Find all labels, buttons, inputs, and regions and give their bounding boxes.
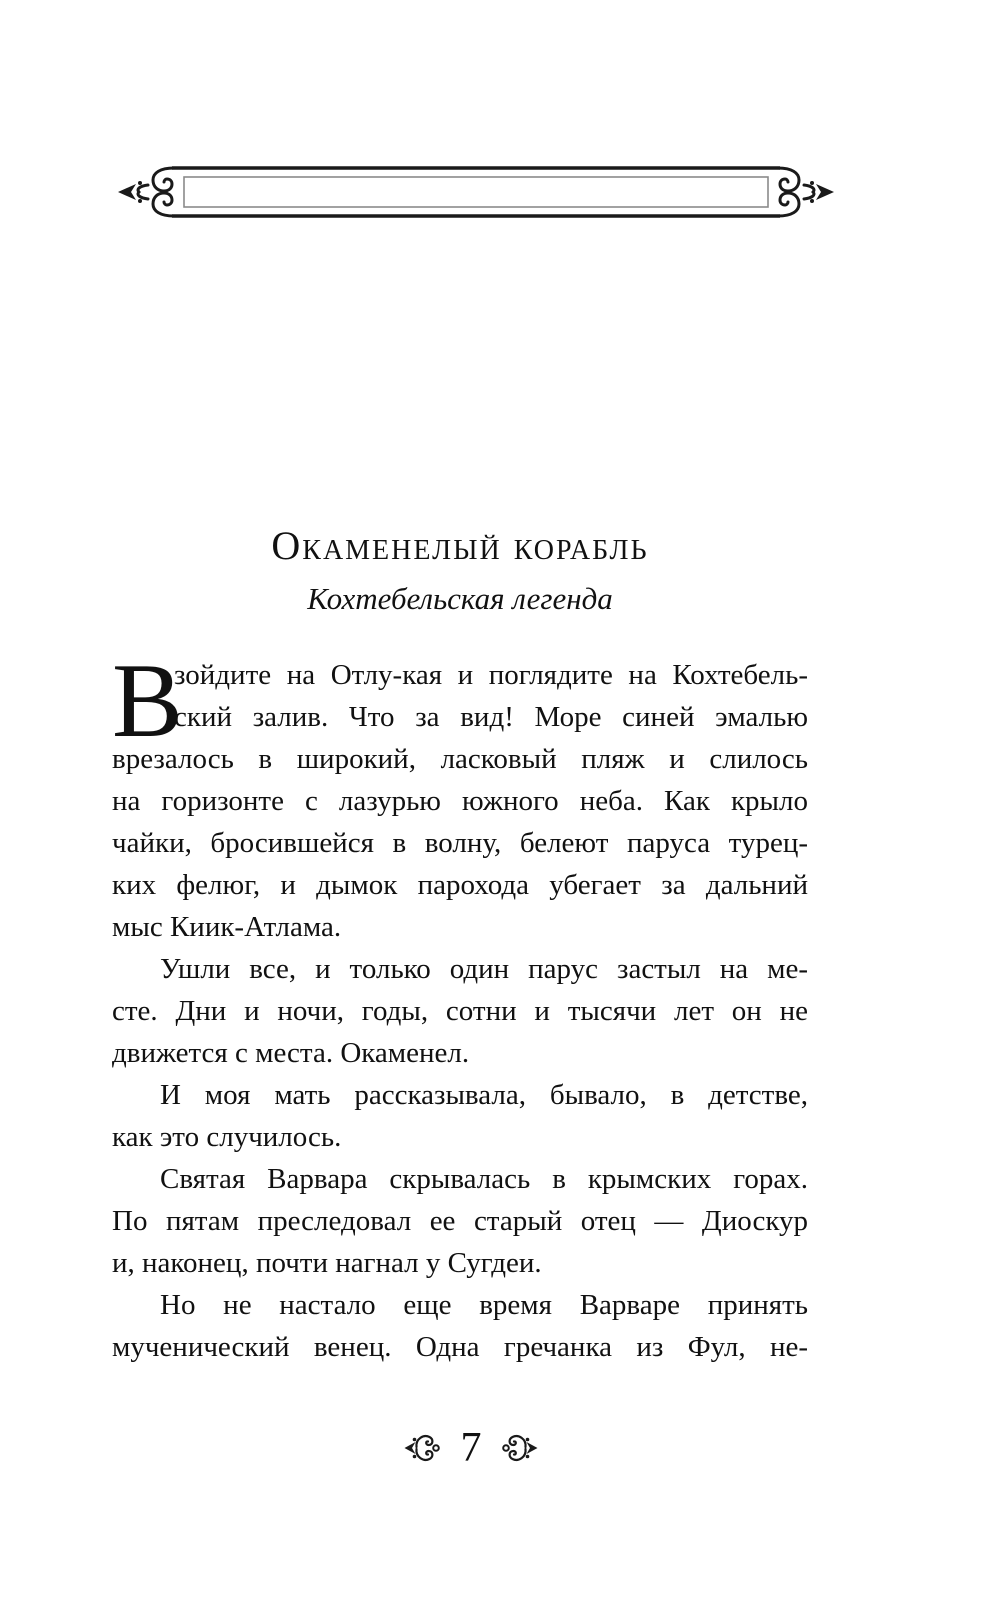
paragraph xyxy=(112,642,808,948)
text-line: Святая Варвара скрывалась в крымских горах. xyxy=(160,1163,808,1195)
drop-cap: В xyxy=(112,642,183,759)
text-line: на горизонте с лазурью южного неба. Как крыло xyxy=(112,785,808,817)
header-ornament-band xyxy=(110,163,842,223)
paragraph xyxy=(112,1158,808,1284)
story-subtitle: Кохтебельская легенда xyxy=(307,581,613,616)
text-line: врезалось в широкий, ласковый пляж и слилось xyxy=(112,743,808,775)
text-line: ких фелюг, и дымок парохода убегает за дальний xyxy=(112,869,808,901)
footer-fleuron-left-icon xyxy=(403,1432,441,1464)
text-line: ский залив. Что за вид! Море синей эмалью xyxy=(174,701,808,733)
text-line: движется с места. Окаменел. xyxy=(112,1037,470,1069)
footer-fleuron-right-icon xyxy=(502,1432,540,1464)
decorative-frame-icon xyxy=(110,163,842,223)
text-line: По пятам преследовал ее старый отец — Диоскур xyxy=(112,1205,808,1237)
text-line: зойдите на Отлу-кая и поглядите на Кохтебель- xyxy=(174,659,808,691)
text-line: как это случилось. xyxy=(112,1121,342,1153)
story-title: Окаменелый корабль xyxy=(271,523,649,568)
title-block xyxy=(112,524,808,618)
text-line: Ушли все, и только один парус застыл на ме- xyxy=(160,953,808,985)
text-line: И моя мать рассказывала, бывало, в детстве, xyxy=(160,1079,808,1111)
paragraph xyxy=(112,948,808,1074)
text-line: Но не настало еще время Варваре принять xyxy=(160,1289,808,1321)
paragraph xyxy=(112,1284,808,1368)
page-number: 7 xyxy=(460,1425,482,1471)
text-line: мыс Киик-Атлама. xyxy=(112,911,342,943)
page-footer xyxy=(403,1425,540,1471)
text-line: мученический венец. Одна гречанка из Фул, не- xyxy=(112,1331,808,1363)
text-line: и, наконец, почти нагнал у Сугдеи. xyxy=(112,1247,542,1279)
text-line: сте. Дни и ночи, годы, сотни и тысячи лет он не xyxy=(112,995,808,1027)
body-text xyxy=(112,642,808,1368)
paragraph xyxy=(112,1074,808,1158)
text-line: чайки, бросившейся в волну, белеют паруса турец- xyxy=(112,827,808,859)
